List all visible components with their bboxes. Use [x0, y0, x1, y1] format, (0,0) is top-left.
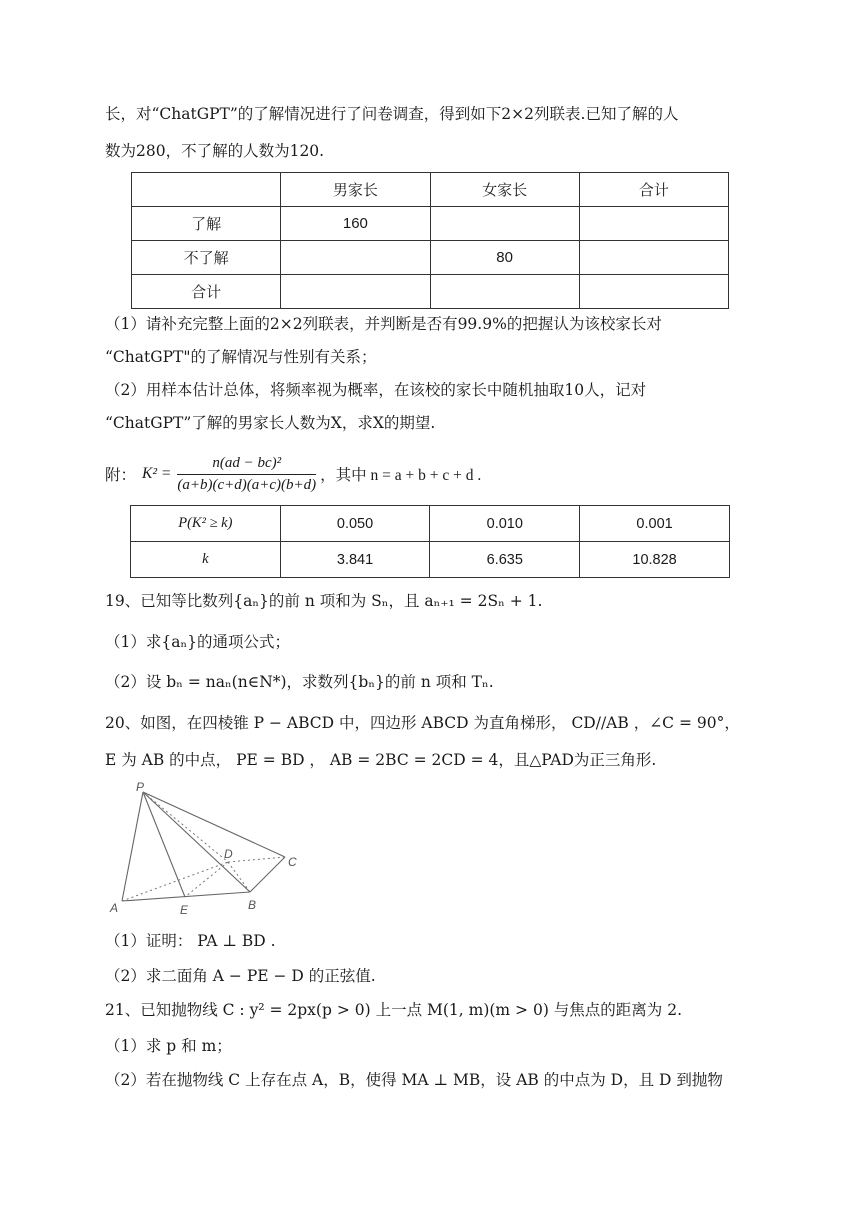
edge-db [228, 862, 250, 892]
q18-part1-line1: （1）请补充完整上面的2×2列联表，并判断是否有99.9%的把握认为该校家长对 [105, 315, 662, 333]
edge-dc [228, 857, 285, 862]
k-squared-formula [105, 451, 481, 497]
formula-numerator: n(ad − bc)² [177, 455, 316, 475]
q21-part2: （2）若在抛物线 C 上存在点 A，B，使得 MA ⊥ MB，设 AB 的中点为 D，且 D 到抛物 [105, 1071, 723, 1089]
row-label: 合计 [132, 275, 281, 309]
table-header-cell: 合计 [579, 173, 728, 207]
edge-bc [250, 857, 285, 892]
table-cell: 0.050 [280, 506, 430, 542]
q20-part2: （2）求二面角 A − PE − D 的正弦值. [105, 967, 376, 985]
table-row [132, 173, 729, 207]
label-c: C [288, 855, 297, 869]
row-label: k [131, 542, 281, 578]
edge-pa [122, 792, 143, 901]
edge-de [185, 862, 228, 897]
table-cell [281, 241, 430, 275]
table-cell [579, 275, 728, 309]
table-cell [132, 173, 281, 207]
table-cell: 80 [430, 241, 579, 275]
q19-part2: （2）设 bₙ = naₙ(n∈N*)，求数列{bₙ}的前 n 项和 Tₙ. [105, 673, 494, 691]
label-a: A [110, 901, 119, 915]
table-header-cell: 男家长 [281, 173, 430, 207]
q18-part1-line2: “ChatGPT"的了解情况与性别有关系； [105, 348, 377, 366]
critical-value-table [130, 505, 730, 578]
formula-fraction [177, 455, 316, 494]
label-p: P [136, 780, 145, 794]
table-cell [579, 207, 728, 241]
table-cell [579, 241, 728, 275]
q20-stem-line1: 20、如图，在四棱锥 P − ABCD 中，四边形 ABCD 为直角梯形， CD//AB ，∠C = 90°， [105, 714, 740, 732]
q19-part1: （1）求{aₙ}的通项公式； [105, 633, 291, 651]
intro-line-2: 数为280，不了解的人数为120. [105, 142, 325, 160]
table-cell [430, 275, 579, 309]
pyramid-figure [100, 780, 320, 920]
q18-part2-line1: （2）用样本估计总体，将频率视为概率，在该校的家长中随机抽取10人，记对 [105, 381, 647, 399]
table-row [132, 275, 729, 309]
row-label: P(K² ≥ k) [131, 506, 281, 542]
formula-tail: ，其中 n = a + b + c + d . [320, 467, 482, 484]
table-cell [430, 207, 579, 241]
table-cell: 0.001 [580, 506, 730, 542]
contingency-table [131, 172, 729, 309]
table-cell: 6.635 [430, 542, 580, 578]
intro-line-1: 长，对“ChatGPT”的了解情况进行了问卷调查，得到如下2×2列联表.已知了解的人 [105, 105, 679, 123]
q20-part1: （1）证明： PA ⊥ BD . [105, 932, 276, 950]
row-label: 不了解 [132, 241, 281, 275]
appendix-label: 附： [105, 466, 137, 484]
q19-stem: 19、已知等比数列{aₙ}的前 n 项和为 Sₙ，且 aₙ₊₁ = 2Sₙ + 1. [105, 592, 543, 610]
q18-part2-line2: “ChatGPT”了解的男家长人数为X，求X的期望. [105, 414, 436, 432]
q21-stem: 21、已知抛物线 C : y² = 2px(p > 0) 上一点 M(1, m)(m > 0) 与焦点的距离为 2. [105, 1001, 683, 1019]
edge-pc [143, 792, 285, 857]
table-cell: 3.841 [280, 542, 430, 578]
table-header-cell: 女家长 [430, 173, 579, 207]
table-row [131, 542, 730, 578]
table-row [132, 241, 729, 275]
edge-pd [143, 792, 228, 862]
formula-denominator: (a+b)(c+d)(a+c)(b+d) [177, 476, 317, 493]
edge-pb [143, 792, 250, 892]
q20-stem-line2: E 为 AB 的中点， PE = BD ， AB = 2BC = 2CD = 4，且△PAD为正三角形. [105, 751, 657, 769]
table-cell: 10.828 [580, 542, 730, 578]
label-e: E [180, 903, 189, 917]
label-b: B [248, 898, 257, 912]
table-cell [281, 275, 430, 309]
q21-part1: （1）求 p 和 m； [105, 1037, 232, 1055]
edge-ab [122, 892, 250, 901]
table-row [132, 207, 729, 241]
row-label: 了解 [132, 207, 281, 241]
label-d: D [224, 847, 233, 861]
table-cell: 160 [281, 207, 430, 241]
table-cell: 0.010 [430, 506, 580, 542]
table-row [131, 506, 730, 542]
formula-lhs: K² = [142, 465, 172, 482]
